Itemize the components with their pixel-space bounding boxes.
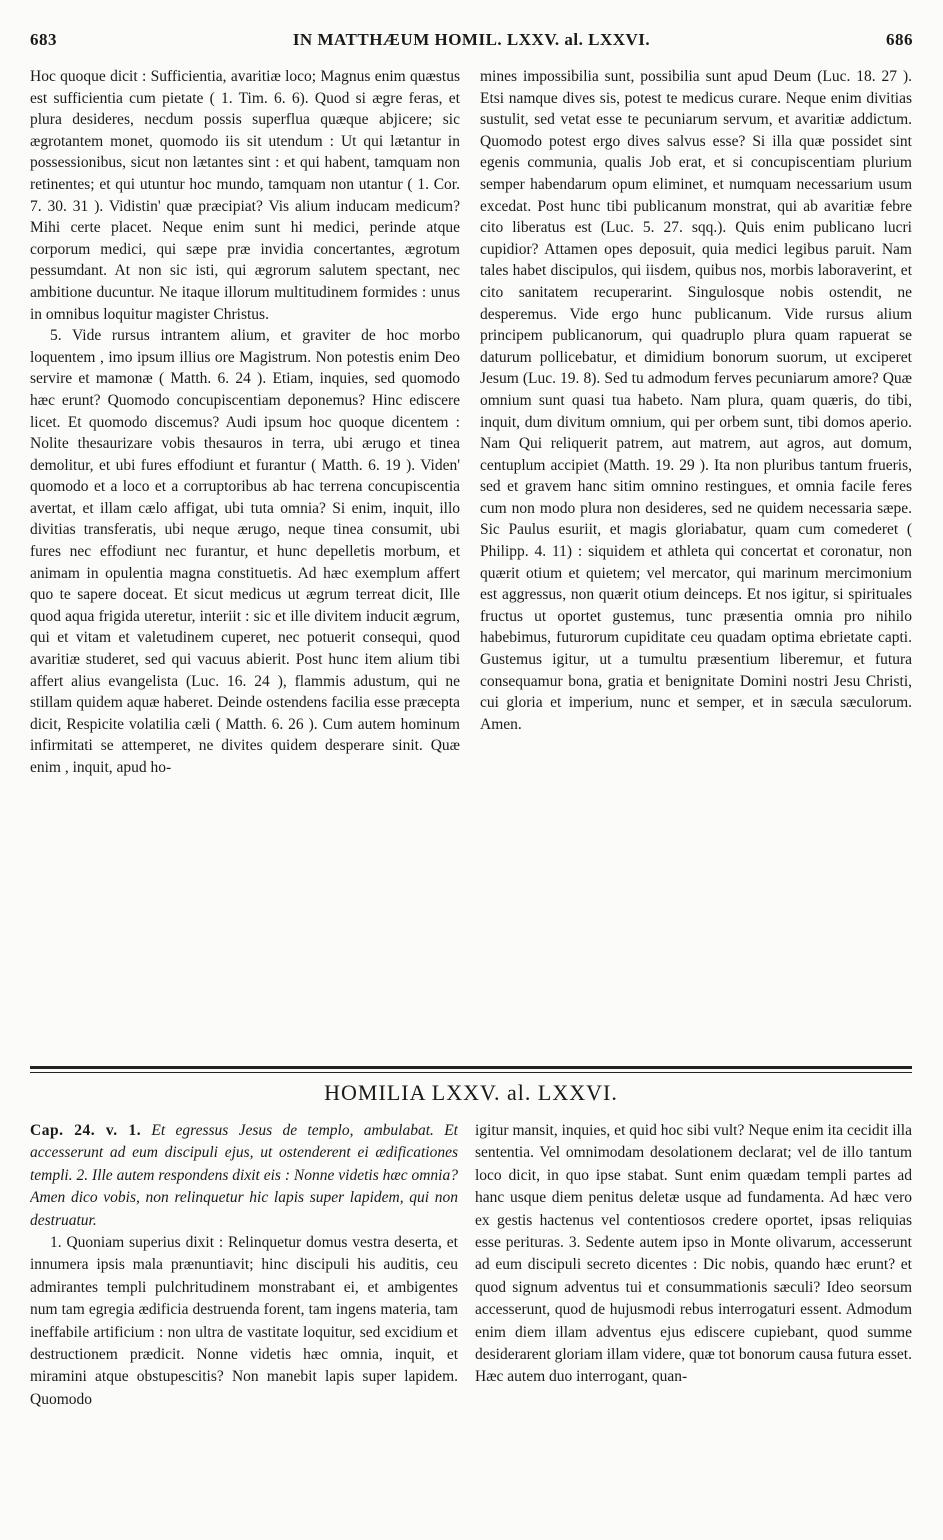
paragraph: igitur mansit, inquies, et quid hoc sibi vult? Neque enim ita cecidit illa sententia. Vel omnimodam desolationem declarat; vel de illo tantum loco dicit, in quo ipse stabat. Sunt enim quædam templi partes ad hanc usque diem penitus deletæ usque ad fundamenta. Ad hæc vero ex gestis hactenus vel contentiosos credere oportet, ipsas reliquias esse perituras. 3. Sedente autem ipso in Monte olivarum, accesserunt ad eum discipuli secreto dicentes : Dic nobis, quando hæc erunt? et quod signum adventus tui et consummationis sæculi? Ideo seorsum accesserunt, quod de hujusmodi rebus interrogaturi essent. Admodum enim diem illam adventus ejus ediscere cupiebant, quod summe desiderarent gloriam illam videre, quæ tot bonorum causa futura esset. Hæc autem duo interrogant, quan- bbox=[475, 1122, 912, 1386]
paragraph: 1. Quoniam superius dixit : Relinquetur domus vestra deserta, et innumera ipsis mala prænuntiavit; hinc discipuli his auditis, ceu admirantes templi pulchritudinem monstrabant ei, et ambigentes num tam egregia ædificia destruenda forent, tam ingens materia, tam ineffabile artificium : non ultra de vastitate loquitur, sed excidium et destructionem prædicit. Nonne videtis hæc omnia, inquit, et miramini atque obstupescitis? Non manebit lapis super lapidem. Quomodo bbox=[30, 1234, 458, 1408]
chapter-verse-label: Cap. 24. v. 1. bbox=[30, 1122, 142, 1139]
text-column-right bbox=[480, 66, 912, 1046]
running-header bbox=[30, 30, 913, 58]
homily-title: HOMILIA LXXV. al. LXXVI. bbox=[324, 1080, 618, 1105]
page-number-left: 683 bbox=[30, 30, 57, 49]
page-number-right: 686 bbox=[886, 30, 913, 49]
scripture-heading bbox=[30, 1120, 458, 1232]
text-column-left bbox=[30, 66, 460, 1056]
text-column-lower-right bbox=[475, 1120, 912, 1525]
scripture-text: Et egressus Jesus de templo, ambulabat. Et accesserunt ad eum discipuli ejus, ut ostenderent ei ædificationes templi. 2. Ille autem respondens dixit eis : Nonne videtis hæc omnia? Amen dico vobis, non relinquetur hic lapis super lapidem, qui non destruatur. bbox=[30, 1122, 458, 1229]
paragraph: Hoc quoque dicit : Sufficientia, avaritiæ loco; Magnus enim quæstus est sufficientia cum pietate ( 1. Tim. 6. 6). Quod si ægre feras, et plura desideres, necdum possis superflua quæque abjicere; sic ægrotantem monet, quomodo iis sit utendum : Ut qui lætantur in possessionibus, sicut non lætantes sint : et qui habent, tamquam non retinentes; et qui utuntur hoc mundo, tamquam non utantur ( 1. Cor. 7. 30. 31 ). Vidistin' quæ præcipiat? Vis alium inducam medicum? Mihi certe placet. Neque enim sunt hi medici, perinde atque corporum medici, qui sæpe præ invidia concertantes, ægrotum pessumdant. At non sic isti, qui ægrorum salutem spectant, nec ambitione ducuntur. Ne itaque illorum multitudinem formides : unus in omnibus loquitur magister Christus. bbox=[30, 68, 460, 323]
text-column-lower-left bbox=[30, 1120, 458, 1525]
running-title: IN MATTHÆUM HOMIL. LXXV. al. LXXVI. bbox=[292, 30, 651, 49]
paragraph: 5. Vide rursus intrantem alium, et graviter de hoc morbo loquentem , imo ipsum illius ore Magistrum. Non potestis enim Deo servire et mamonæ ( Matth. 6. 24 ). Etiam, inquies, sed quomodo hæc erunt? Quomodo concupiscentiam deponemus? Hinc ediscere licet. Et quomodo discemus? Audi ipsum hoc quoque dicentem : Nolite thesaurizare vobis thesauros in terra, ubi ærugo et tinea demolitur, et ubi fures effodiunt et furantur ( Matth. 6. 19 ). Viden' quomodo et a loco et a corruptoribus ab hac terrena concupiscentia avertat, et illam cælo affigat, ubi tuta omnia? Si enim, inquit, illo divitias transferatis, ubi neque ærugo, neque tinea consumit, ubi fures nec effodiunt nec furantur, et hunc depelletis morbum, et animam in opulentia magna constituetis. Ad hæc exemplum affert quo te sapere doceat. Et sicut medicus ut ægrum terreat dicit, Ille quod aqua frigida uteretur, interiit : sic et ille divitem inducit ægrum, qui et vitam et valetudinem cuperet, nec potuerit consequi, quod avaritiæ studeret, sed qui vacuus abierit. Post hunc item alium tibi affert alius evangelista (Luc. 16. 24 ), flammis adustum, qui ne stillam quidem aquæ haberet. Deinde ostendens facilia esse præcepta dicit, Respicite volatilia cæli ( Matth. 6. 26 ). Cum autem hominum infirmitati se attemperet, ne divites quidem desperare sinit. Quæ enim , inquit, apud ho- bbox=[30, 327, 460, 776]
section-divider-thin bbox=[30, 1072, 912, 1073]
paragraph: mines impossibilia sunt, possibilia sunt apud Deum (Luc. 18. 27 ). Etsi namque dives sis, potest te medicus curare. Neque enim divitias sustulit, sed vetat esse te pecuniarum servum, et avaritiæ addictum. Quomodo potest ergo dives salvus esse? Si illa quæ possidet sint egenis communia, qualis Job erat, et si concupiscentiam plurium semper habendarum opum eliminet, et numquam necessarium usum excedat. Post hunc tibi publicanum monstrat, qui ab avaritiæ febre cito liberatus est (Luc. 5. 27. sqq.). Quis enim publicano lucri cupidior? Attamen opes deposuit, quia medici legibus paruit. Nam tales habet discipulos, qui iisdem, quibus nos, morbis laboraverint, et cito sanitatem recuperarint. Singulosque nobis ostendit, ne desperemus. Vide ergo hunc publicanum. Vide rursus alium principem publicanorum, qui quadruplo plura quam rapuerat se daturum pollicebatur, et dimidium bonorum suorum, ut exciperet Jesum (Luc. 19. 8). Sed tu admodum ferves pecuniarum amore? Quæ omnium sunt quasi tua habeto. Nam plura, quam quæris, do tibi, inquit, dum divitum omnium, qui per orbem sunt, tibi domos aperio. Nam Qui reliquerit patrem, aut matrem, aut agros, aut domum, centuplum accipiet (Matth. 19. 29 ). Ita non pluribus tantum frueris, sed et gravem hanc sitim omnino restingues, et omnia facile feres cum non modo plura non desideres, sed ne quidem necessaria sæpe. Sic Paulus esuriit, et magis gloriabatur, quam cum comederet ( Philipp. 4. 11) : siquidem et athleta qui concertat et coronatur, non quærit otium et quietem; vel mercator, qui marinum mercimonium est aggressus, non quærit otium deinceps. Et nos igitur, si spirituales fructus ut oportet gustemus, tunc præsentia omnia pro nihilo habebimus, futurorum cupiditate ceu quadam optima ebrietate capti. Gustemus igitur, ut a tumultu præsentium liberemur, et futura consequamur bona, gratia et benignitate Domini nostri Jesu Christi, cui gloria et imperium, nunc et semper, et in sæcula sæculorum. Amen. bbox=[480, 68, 912, 733]
section-divider bbox=[30, 1066, 912, 1069]
